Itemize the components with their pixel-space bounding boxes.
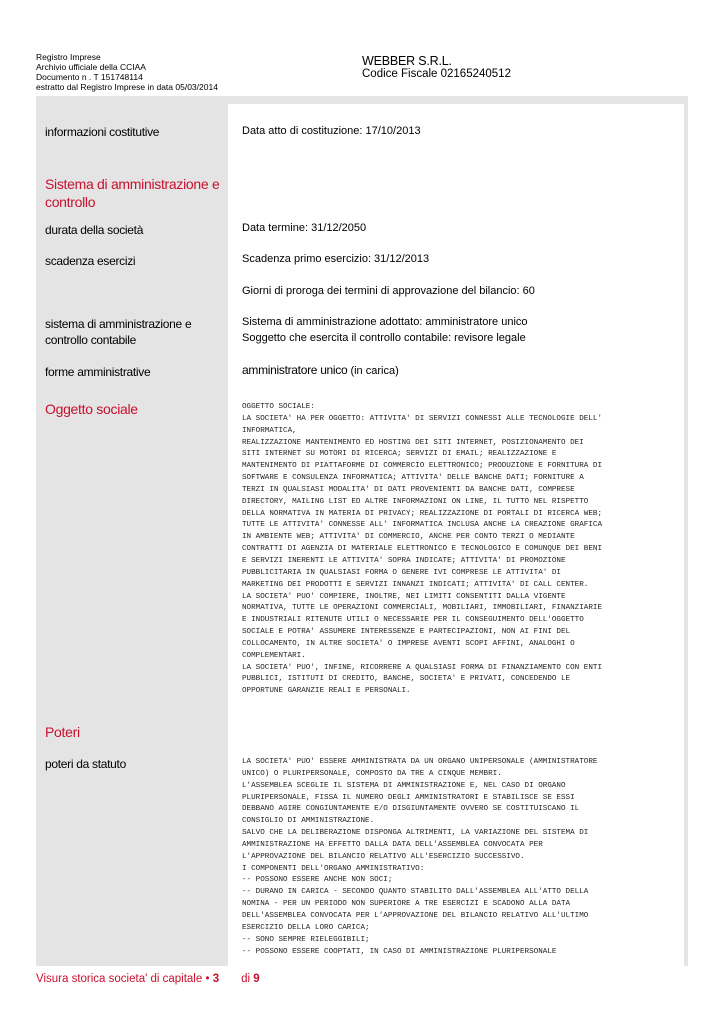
company-name: WEBBER S.R.L. — [362, 54, 452, 68]
label-informazioni-costitutive: informazioni costitutive — [45, 125, 160, 139]
text-line: PLURIPERSONALE, FISSA IL NUMERO DEGLI AMMINISTRATORI E STABILISCE SE ESSI — [242, 793, 575, 802]
text-line: ESERCIZIO DELLA LORO CARICA; — [242, 923, 370, 932]
text-line: SITI INTERNET SU MOTORI DI RICERCA; SERVIZI DI EMAIL; REALIZZAZIONE E — [242, 450, 557, 459]
text-line: DEBBANO AGIRE CONGIUNTAMENTE E/O DISGIUNTAMENTE OVVERO SE COSTITUISCANO IL — [242, 805, 580, 814]
text-line: L'ASSEMBLEA SCEGLIE IL SISTEMA DI AMMINISTRAZIONE E, NEL CASO DI ORGANO — [242, 781, 566, 790]
text-line: TERZI IN QUALSIASI MODALITA' DI DATI PROVENIENTI DA BANCHE DATI, COMPRESE — [242, 485, 575, 494]
registry-line: Registro Imprese — [36, 52, 101, 62]
text-line: REALIZZAZIONE MANTENIMENTO ED HOSTING DEI SITI INTERNET, POSIZIONAMENTO DEI — [242, 438, 584, 447]
text-line: MARKETING DEI PRODOTTI E SERVIZI INNANZI INDICATI; ATTIVITA' DI CALL CENTER. — [242, 580, 589, 589]
page-footer — [36, 973, 260, 985]
right-border-column — [684, 104, 688, 966]
text-line: LA SOCIETA' PUO' COMPIERE, INOLTRE, NEI LIMITI CONSENTITI DALLA VIGENTE — [242, 592, 566, 601]
value-in-carica: (in carica) — [347, 365, 399, 377]
value-amministratore-unico: amministratore unico — [242, 363, 348, 377]
label-forme-amministrative: forme amministrative — [45, 365, 151, 379]
text-line: SOCIALE E POTRA' ASSUMERE INTERESSENZE E PARTECIPAZIONI, NON AI FINI DEL — [242, 628, 571, 637]
document-header-info — [36, 52, 218, 92]
text-line: AMMINISTRAZIONE HA EFFETTO DALLA DATA DELL'ASSEMBLEA CONVOCATA PER — [242, 840, 543, 849]
value-data-termine: Data termine: 31/12/2050 — [242, 222, 367, 234]
value-controllo-contabile: Soggetto che esercita il controllo contabile: revisore legale — [242, 332, 526, 344]
text-line: DIRECTORY, MAILING LIST ED ALTRE INFORMAZIONI ON LINE, IL TUTTO NEL RISPETTO — [242, 497, 589, 506]
text-line: CONSIGLIO DI AMMINISTRAZIONE. — [242, 817, 375, 826]
value-sistema-adottato: Sistema di amministrazione adottato: amministratore unico — [242, 316, 528, 328]
oggetto-sociale-text — [242, 402, 682, 698]
text-line: LA SOCIETA' HA PER OGGETTO: ATTIVITA' DI SERVIZI CONNESSI ALLE TECNOLOGIE DELL' — [242, 414, 603, 423]
text-line: INFORMATICA, — [242, 426, 297, 435]
label-poteri-da-statuto: poteri da statuto — [45, 757, 126, 771]
text-line: DELL'ASSEMBLEA CONVOCATA PER L'APPROVAZIONE DEL BILANCIO RELATIVO ALL'ULTIMO — [242, 911, 589, 920]
page-of-label: di — [241, 973, 251, 985]
text-line: MANTENIMENTO DI PIATTAFORME DI COMMERCIO ELETTRONICO; PRODUZIONE E FORNITURA DI — [242, 462, 603, 471]
text-line: IN AMBIENTE WEB; ATTIVITA' DI COMMERCIO, ANCHE PER CONTO TERZI O MEDIANTE — [242, 533, 575, 542]
total-pages: 9 — [253, 973, 260, 985]
text-line: -- DURANO IN CARICA - SECONDO QUANTO STABILITO DALL'ASSEMBLEA ALL'ATTO DELLA — [242, 888, 589, 897]
text-line: PUBBLICI, ISTITUTI DI CREDITO, BANCHE, SOCIETA' E PRIVATI, CONCEDENDO LE — [242, 675, 571, 684]
poteri-statuto-text — [242, 757, 682, 958]
text-line: NOMINA - PER UN PERIODO NON SUPERIORE A TRE ESERCIZI E SCADONO ALLA DATA — [242, 900, 571, 909]
text-line: COMPLEMENTARI. — [242, 651, 306, 660]
value-forme-amministrative — [242, 362, 682, 379]
text-line: UNICO) O PLURIPERSONALE, COMPOSTO DA TRE A CINQUE MEMBRI. — [242, 769, 502, 778]
text-line: TUTTE LE ATTIVITA' CONNESSE ALL' INFORMATICA INCLUSA ANCHE LA CREAZIONE GRAFICA — [242, 521, 603, 530]
text-line: OGGETTO SOCIALE: — [242, 403, 315, 411]
value-scadenza-primo-esercizio: Scadenza primo esercizio: 31/12/2013 — [242, 253, 430, 265]
text-line: -- SONO SEMPRE RIELEGGIBILI; — [242, 935, 370, 944]
footer-title: Visura storica societa' di capitale • — [36, 973, 210, 985]
text-line: E INDUSTRIALI RITENUTE UTILI O NECESSARIE PER IL CONSEGUIMENTO DELL'OGGETTO — [242, 616, 584, 625]
text-line: NORMATIVA, TUTTE LE OPERAZIONI COMMERCIALI, MOBILIARI, IMMOBILIARI, FINANZIARIE — [242, 604, 603, 613]
text-line: -- POSSONO ESSERE ANCHE NON SOCI; — [242, 876, 393, 885]
text-line: CONTRATTI DI AGENZIA DI MATERIALE ELETTRONICO E TECNOLOGICO E COMUNQUE DEI BENI — [242, 545, 603, 554]
company-header — [362, 55, 511, 81]
text-line: SALVO CHE LA DELIBERAZIONE DISPONGA ALTRIMENTI, LA VARIAZIONE DEL SISTEMA DI — [242, 829, 589, 838]
value-giorni-proroga: Giorni di proroga dei termini di approvazione del bilancio: 60 — [242, 285, 535, 297]
extract-date-line: estratto dal Registro Imprese in data 05/03/2014 — [36, 82, 218, 92]
section-oggetto-sociale: Oggetto sociale — [45, 401, 138, 417]
archive-line: Archivio ufficiale della CCIAA — [36, 62, 146, 72]
text-line: COLLOCAMENTO, IN ALTRE SOCIETA' O IMPRESE AVENTI SCOPI AFFINI, ANALOGHI O — [242, 639, 575, 648]
section-poteri: Poteri — [45, 724, 80, 740]
label-sistema-amministrazione-controllo: sistema di amministrazione e controllo contabile — [45, 317, 192, 347]
fiscal-code: Codice Fiscale 02165240512 — [362, 68, 511, 80]
label-scadenza-esercizi: scadenza esercizi — [45, 254, 136, 268]
value-data-costituzione: Data atto di costituzione: 17/10/2013 — [242, 125, 421, 137]
text-line: I COMPONENTI DELL'ORGANO AMMINISTRATIVO: — [242, 864, 425, 873]
page-number: 3 — [212, 973, 220, 985]
text-line: DELLA NORMATIVA IN MATERIA DI PRIVACY; REALIZZAZIONE DI PORTALI DI RICERCA WEB; — [242, 509, 603, 518]
text-line: L'APPROVAZIONE DEL BILANCIO RELATIVO ALL'ESERCIZIO SUCCESSIVO. — [242, 852, 525, 861]
text-line: -- POSSONO ESSERE COOPTATI, IN CASO DI AMMINISTRAZIONE PLURIPERSONALE — [242, 947, 557, 956]
text-line: LA SOCIETA' PUO', INFINE, RICORRERE A QUALSIASI FORMA DI FINANZIAMENTO CON ENTI — [242, 663, 603, 672]
top-gray-band — [36, 96, 688, 104]
document-number-line: Documento n . T 151748114 — [36, 72, 143, 82]
text-line: LA SOCIETA' PUO' ESSERE AMMINISTRATA DA UN ORGANO UNIPERSONALE (AMMINISTRATORE — [242, 758, 598, 766]
text-line: OPPORTUNE GARANZIE REALI E PERSONALI. — [242, 687, 411, 696]
text-line: SOFTWARE E CONSULENZA INFORMATICA; ATTIVITA' DELLE BANCHE DATI; FORNITURE A — [242, 474, 584, 483]
label-durata-societa: durata della società — [45, 223, 144, 237]
text-line: PUBBLICITARIA IN QUALSIASI FORMA O GENERE IVI COMPRESE LE ATTIVITA' DI — [242, 568, 561, 577]
section-sistema-amministrazione: Sistema di amministrazione e controllo — [45, 176, 220, 210]
text-line: E SERVIZI INERENTI LE ATTIVITA' SOPRA INDICATE; ATTIVITA' DI PROMOZIONE — [242, 556, 566, 565]
